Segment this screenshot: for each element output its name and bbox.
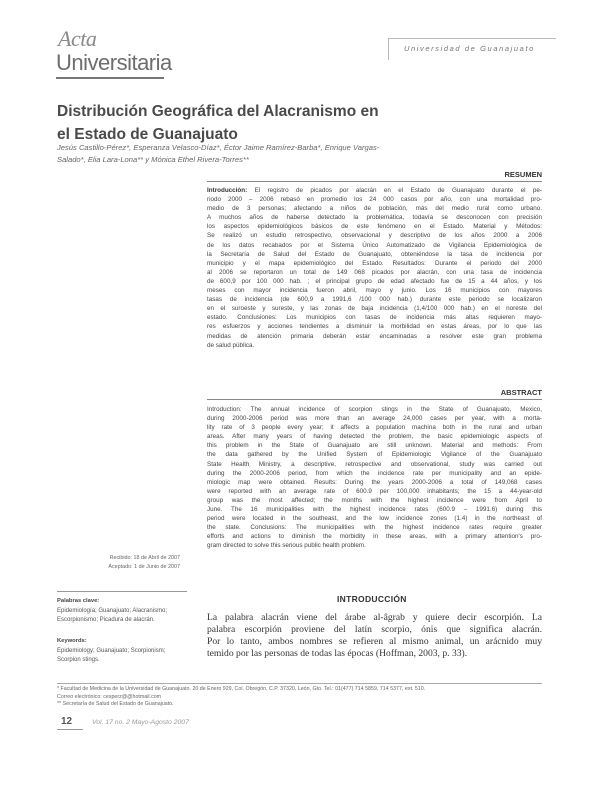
article-dates [60,554,180,571]
header-rule [388,38,556,39]
keywords-rule [57,591,187,592]
keywords-es-list [57,607,197,625]
journal-logo-universitaria: Universitaria [56,50,172,75]
footnotes [57,686,557,709]
footnote-affiliation: * Facultad de Medicina de la Universidad de Guanajuato. 20 de Enero 929, Col. Obregón, C.P. 37320, León, Gto. Tel.: 01(477) 714 5859, 714 5377, ext. 510. [57,686,426,692]
resumen-heading: RESUMEN [504,170,542,179]
author-list [57,142,457,165]
abstract-line: this problem in the State of Guanajuato are still unknown. Material and methods: From [207,442,542,450]
logo-underline [56,77,164,79]
keywords-es-title: Palabras clave: [57,598,100,604]
header-rule-tick [388,38,389,60]
abstract-line: areas. After many years of having detected the problem, the basic epidemiologic aspects of [207,433,542,441]
resumen-line: de los datos recabados por el Sistema Único Automatizado de Vigilancia Epidemiológica de [207,241,542,249]
introduction-line: La palabra alacrán viene del árabe al-âgrab y quiere decir escorpión. La [207,612,542,623]
accepted-date: Aceptado: 1 de Junio de 2007 [108,563,180,570]
abstract-line: the data gathered by the Unified System of Epidemiologic Vigilance of the Guanajuato [207,451,542,459]
keywords-es-line: Epidemiología; Guanajuato; Alacranismo; [57,608,168,614]
title-line-1: Distribución Geográfica del Alacranismo en [57,103,379,120]
resumen-line: al 2006 se reportaron un total de 149 068 picados por alacrán, con una tasa de incidencia [207,268,542,276]
introduction-heading: INTRODUCCIÓN [337,594,407,604]
resumen-rule [207,181,542,182]
resumen-line: en el suroeste y sureste, y las zonas de baja incidencia (1,4/100 000 hab.) en el noreste del [207,305,542,313]
resumen-line: la Secretaría de Salud del Estado de Guanajuato, obteniéndose la tasa de incidencia por [207,250,542,258]
footnote-rule [57,683,542,684]
abstract-line: Introduction: The annual incidence of scorpion stings in the State of Guanajuato, Mexico, [207,406,542,413]
resumen-line: A muchos años de haberse detectado la problemática, todavía se desconocen con precisión [207,214,542,222]
resumen-line: medio de 3 personas; afectando a niños de población, más del medio rural como urbano. [207,205,542,213]
keywords-en-line: Epidemiology; Guanajuato; Scorpionism; [57,648,166,654]
abstract-heading: ABSTRACT [500,388,542,397]
abstract-line: June. The 16 municipalities with the highest incidence rates (600.9 – 1991.6) during this [207,506,542,514]
authors-line-1: Jesús Castillo-Pérez*, Esperanza Velasco-Díaz*, Éctor Jaime Ramírez-Barba*, Enrique Vargas- [57,143,380,152]
resumen-line: de salud pública. [207,341,255,349]
article-title [57,100,527,146]
abstract-line: miologic map were obtained. Results: During the years 2000-2006 a total of 149,068 cases [207,478,542,486]
footnote-secretaria: ** Secretaría de Salud del Estado de Guanajuato. [57,701,174,708]
resumen-line: estado. Conclusiones: Los municipios con tasas de incidencia más altas requieren mayo- [207,314,542,322]
resumen-line: Se realizó un estudio retrospectivo, observacional y descriptivo de los años 2000 a 2006 [207,232,542,240]
abstract-line: lity rate of 3 people every year; it affects a population machina both in the rural and urban [207,424,542,432]
resumen-line: de 600,9 por 100 000 hab. ; el principal grupo de edad afectado fue de 15 a 44 años, y los [207,277,542,285]
journal-logo-acta: Acta [58,26,97,51]
keywords-en-list [57,647,197,665]
introduction-text [207,612,542,660]
footer-volume: Vol. 17 no. 2 Mayo-Agosto 2007 [92,719,189,726]
resumen-line: los aspectos epidemiológicos básicos de este fenómeno en el Estado. Material y Métodos: [207,223,542,231]
title-line-2: el Estado de Guanajuato [57,126,238,143]
resumen-line: riodo 2000 – 2006 rebasó en promedio los 24 000 casos por año, con una mortalidad pro- [207,196,542,204]
abstract-rule [207,399,542,400]
introduction-line: temido por las personas de todas las épocas (Hoffman, 2003, p. 33). [207,648,468,659]
abstract-line: the state. Conclusions: The municipalities with the highest incidence rates require greater [207,524,542,532]
keywords-es-line: Escorpionismo; Picadura de alacrán. [57,617,155,623]
abstract-line: during the 2000-2006 period, from which the incidence rate per municipality and an epide- [207,469,542,477]
running-header: Universidad de Guanajuato [404,44,535,53]
keywords-en-title: Keywords: [57,638,87,644]
abstract-line: were reported with an average rate of 600.9 per 100,000 inhabitants; the 15 a 44-year-old [207,487,542,495]
page-number: 12 [61,716,73,727]
abstract-line: State Health Ministry, a descriptive, retrospective and observational, study was carried out [207,460,542,468]
received-date: Recibido: 18 de Abril de 2007 [109,555,180,561]
resumen-line: medidas de atención primaria deberán estar encaminadas a resolver este gran problema [207,332,542,340]
resumen-line: tasas de incidencia (de 600,9 a 1991,6 /100 000 hab.) durante este periodo se localizaron [207,296,542,304]
abstract-text [207,405,542,551]
abstract-line: efforts and actions to diminish the morbidity in these areas, with a primary attention's pro- [207,533,542,541]
introduction-line: Por lo tanto, ambos nombres se refieren al mismo animal, un arácnido muy [207,636,542,647]
resumen-line: Introducción: El registro de picados por alacrán en el Estado de Guanajuato durante el pe- [207,187,542,194]
resumen-line: res esfuerzos y acciones tendientes a disminuir la morbilidad en estas áreas, por lo que las [207,323,542,331]
resumen-line: meses con mayor incidencia fueron abril, mayo y junio. Los 16 municipios con mayores [207,287,542,295]
resumen-line: municipio y el mapa epidemiológico del Estado. Resultados: Durante el periodo del 2000 [207,259,542,267]
page-number-box [57,716,83,730]
introduction-line: palabra escorpión proviene del latín scorpio, ónis que significa alacrán. [207,624,542,635]
abstract-line: group was the most affected; the months with the highest incidence were from April to [207,496,542,504]
authors-line-2: Salado*, Elia Lara-Lona** y Mónica Ethel Rivera-Torres** [57,154,249,164]
keywords-en-line: Scorpion stings. [57,657,100,663]
abstract-line: gram directed to solve this serious public health problem. [207,542,366,550]
abstract-line: during 2000-2006 period was more than an average 24,000 cases per year, with a morta- [207,415,542,423]
abstract-line: period were located in the southeast, and the low incidence zones (1.4) in the northeast of [207,515,542,523]
footnote-email: Correo electrónico: cesperz@@hotmail.com [57,693,162,700]
resumen-text [207,186,542,350]
